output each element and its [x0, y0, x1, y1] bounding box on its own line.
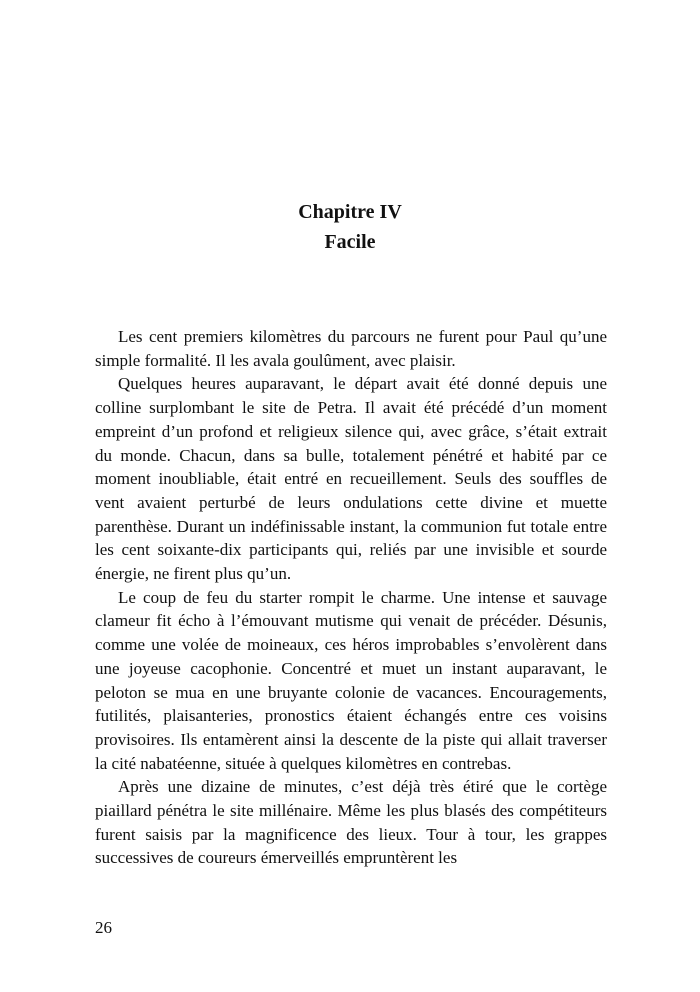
chapter-title: Facile — [324, 231, 376, 253]
chapter-number: Chapitre IV — [298, 201, 402, 223]
page-number: 26 — [95, 918, 112, 937]
paragraph: Après une dizaine de minutes, c’est déjà très étiré que le cortège piaillard pénétra le site millénaire. Même les plus blasés des compétiteurs furent saisis par la magnificence des lieux. Tour à tour, les grappes successives de coureurs émerveillés empruntèrent les — [95, 777, 607, 868]
paragraph: Quelques heures auparavant, le départ avait été donné depuis une colline surplombant le site de Petra. Il avait été précédé d’un moment empreint d’un profond et religieux silence qui, avec grâce, s’était extrait du monde. Chacun, dans sa bulle, totalement pénétré et habité par ce moment inoubliable, était entré en recueillement. Seuls des souffles de vent avaient perturbé de leurs ondulations cette divine et muette parenthèse. Durant un indéfinissable instant, la communion fut totale entre les cent soixante-dix participants qui, reliés par une invisible et sourde énergie, ne firent plus qu’un. — [95, 374, 607, 584]
paragraph: Les cent premiers kilomètres du parcours ne furent pour Paul qu’une simple formalité. Il les avala goulûment, avec plaisir. — [95, 327, 607, 370]
chapter-body — [95, 325, 607, 870]
paragraph: Le coup de feu du starter rompit le charme. Une intense et sauvage clameur fit écho à l’émouvant mutisme qui venait de précéder. Désunis, comme une volée de moineaux, ces héros improbables s’envolèrent dans une joyeuse cacophonie. Concentré et muet un instant auparavant, le peloton se mua en une bruyante colonie de vacances. Encouragements, futilités, plaisanteries, pronostics étaient échangés entre ces voisins provisoires. Ils entamèrent ainsi la descente de la piste qui allait traverser la cité nabatéenne, située à quelques kilomètres en contrebas. — [95, 587, 607, 773]
